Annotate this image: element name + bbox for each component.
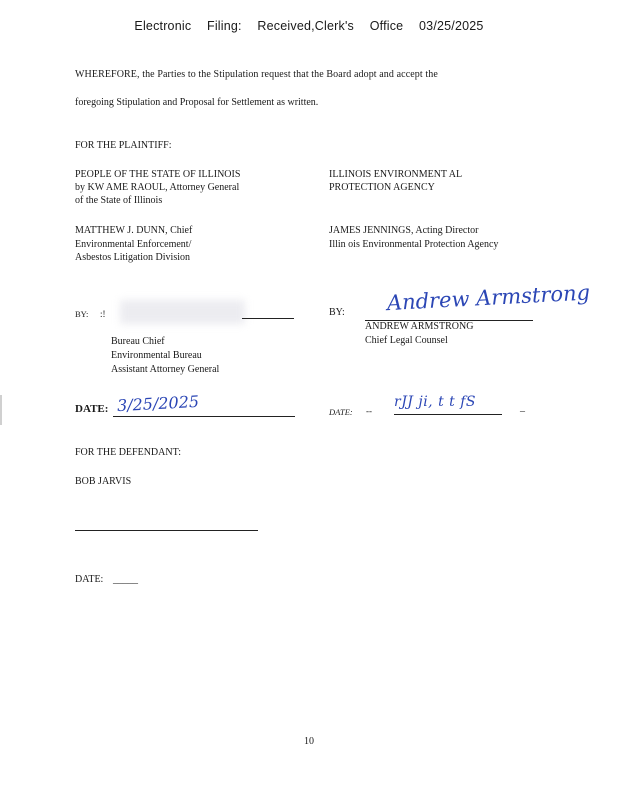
left-title-3: Assistant Attorney General [111,364,220,375]
left-by-title-block [111,335,219,377]
defendant-date-label: DATE: [75,574,104,585]
right-date-value: rJJ ji, t t fS [394,394,477,410]
plaintiff-jennings-block [329,224,498,251]
plaintiff-people-block [75,168,240,207]
intro-line-2: foregoing Stipulation and Proposal for Settlement as written. [75,97,319,108]
plaintiff-heading: FOR THE PLAINTIFF: [75,140,172,151]
left-title-2: Environmental Bureau [111,350,202,361]
left-signature-line [242,318,294,319]
right-by-name: ANDREW ARMSTRONG [365,321,474,332]
defendant-signature-line [75,530,258,531]
left-date-line [113,416,295,417]
right-date-tail: _ [520,402,525,413]
dunn-line-2: Environmental Enforcement/ [75,238,192,250]
filing-header [0,19,618,33]
right-by-label: BY: [329,307,345,318]
intro-line-1: WHEREFORE, the Parties to the Stipulation request that the Board adopt and accept the [75,69,438,80]
scan-edge-mark [0,395,2,425]
jennings-line-2: Illin ois Environmental Protection Agency [329,238,499,250]
right-date-dash: -- [366,406,372,416]
people-line-3: of the State of Illinois [75,195,163,206]
left-date-value: 3/25/2025 [116,391,200,416]
left-by-mark: :! [100,309,106,319]
right-by-title: Chief Legal Counsel [365,335,448,346]
header-electronic: Electronic [134,19,192,33]
jennings-line-1: JAMES JENNINGS, Acting Director [329,225,479,236]
header-received: Received,Clerk's [257,19,355,33]
people-line-2: by KW AME RAOUL, Attorney General [75,182,240,193]
agency-line-1: ILLINOIS ENVIRONMENT AL [329,169,463,180]
header-filing: Filing: [206,19,242,33]
signature-text: Andrew Armstrong [386,280,591,316]
header-office: Office [369,19,404,33]
left-by-label: BY: [75,309,89,319]
defendant-date-value: _____ [113,574,138,585]
left-title-1: Bureau Chief [111,336,165,347]
left-date-label: DATE: [75,403,109,415]
right-date-line [394,414,502,415]
dunn-line-1: MATTHEW J. DUNN, Chief [75,225,193,236]
page-number: 10 [304,736,314,747]
plaintiff-dunn-block [75,224,192,265]
defendant-name: BOB JARVIS [75,476,132,487]
defendant-heading: FOR THE DEFENDANT: [75,447,181,458]
plaintiff-agency-block [329,168,462,194]
right-date-label: DATE: [329,407,353,417]
header-date: 03/25/2025 [419,19,484,33]
dunn-line-3: Asbestos Litigation Division [75,252,190,263]
people-line-1: PEOPLE OF THE STATE OF ILLINOIS [75,169,241,180]
redacted-signature [120,300,245,324]
armstrong-signature [385,280,591,322]
agency-line-2: PROTECTION AGENCY [329,182,435,193]
